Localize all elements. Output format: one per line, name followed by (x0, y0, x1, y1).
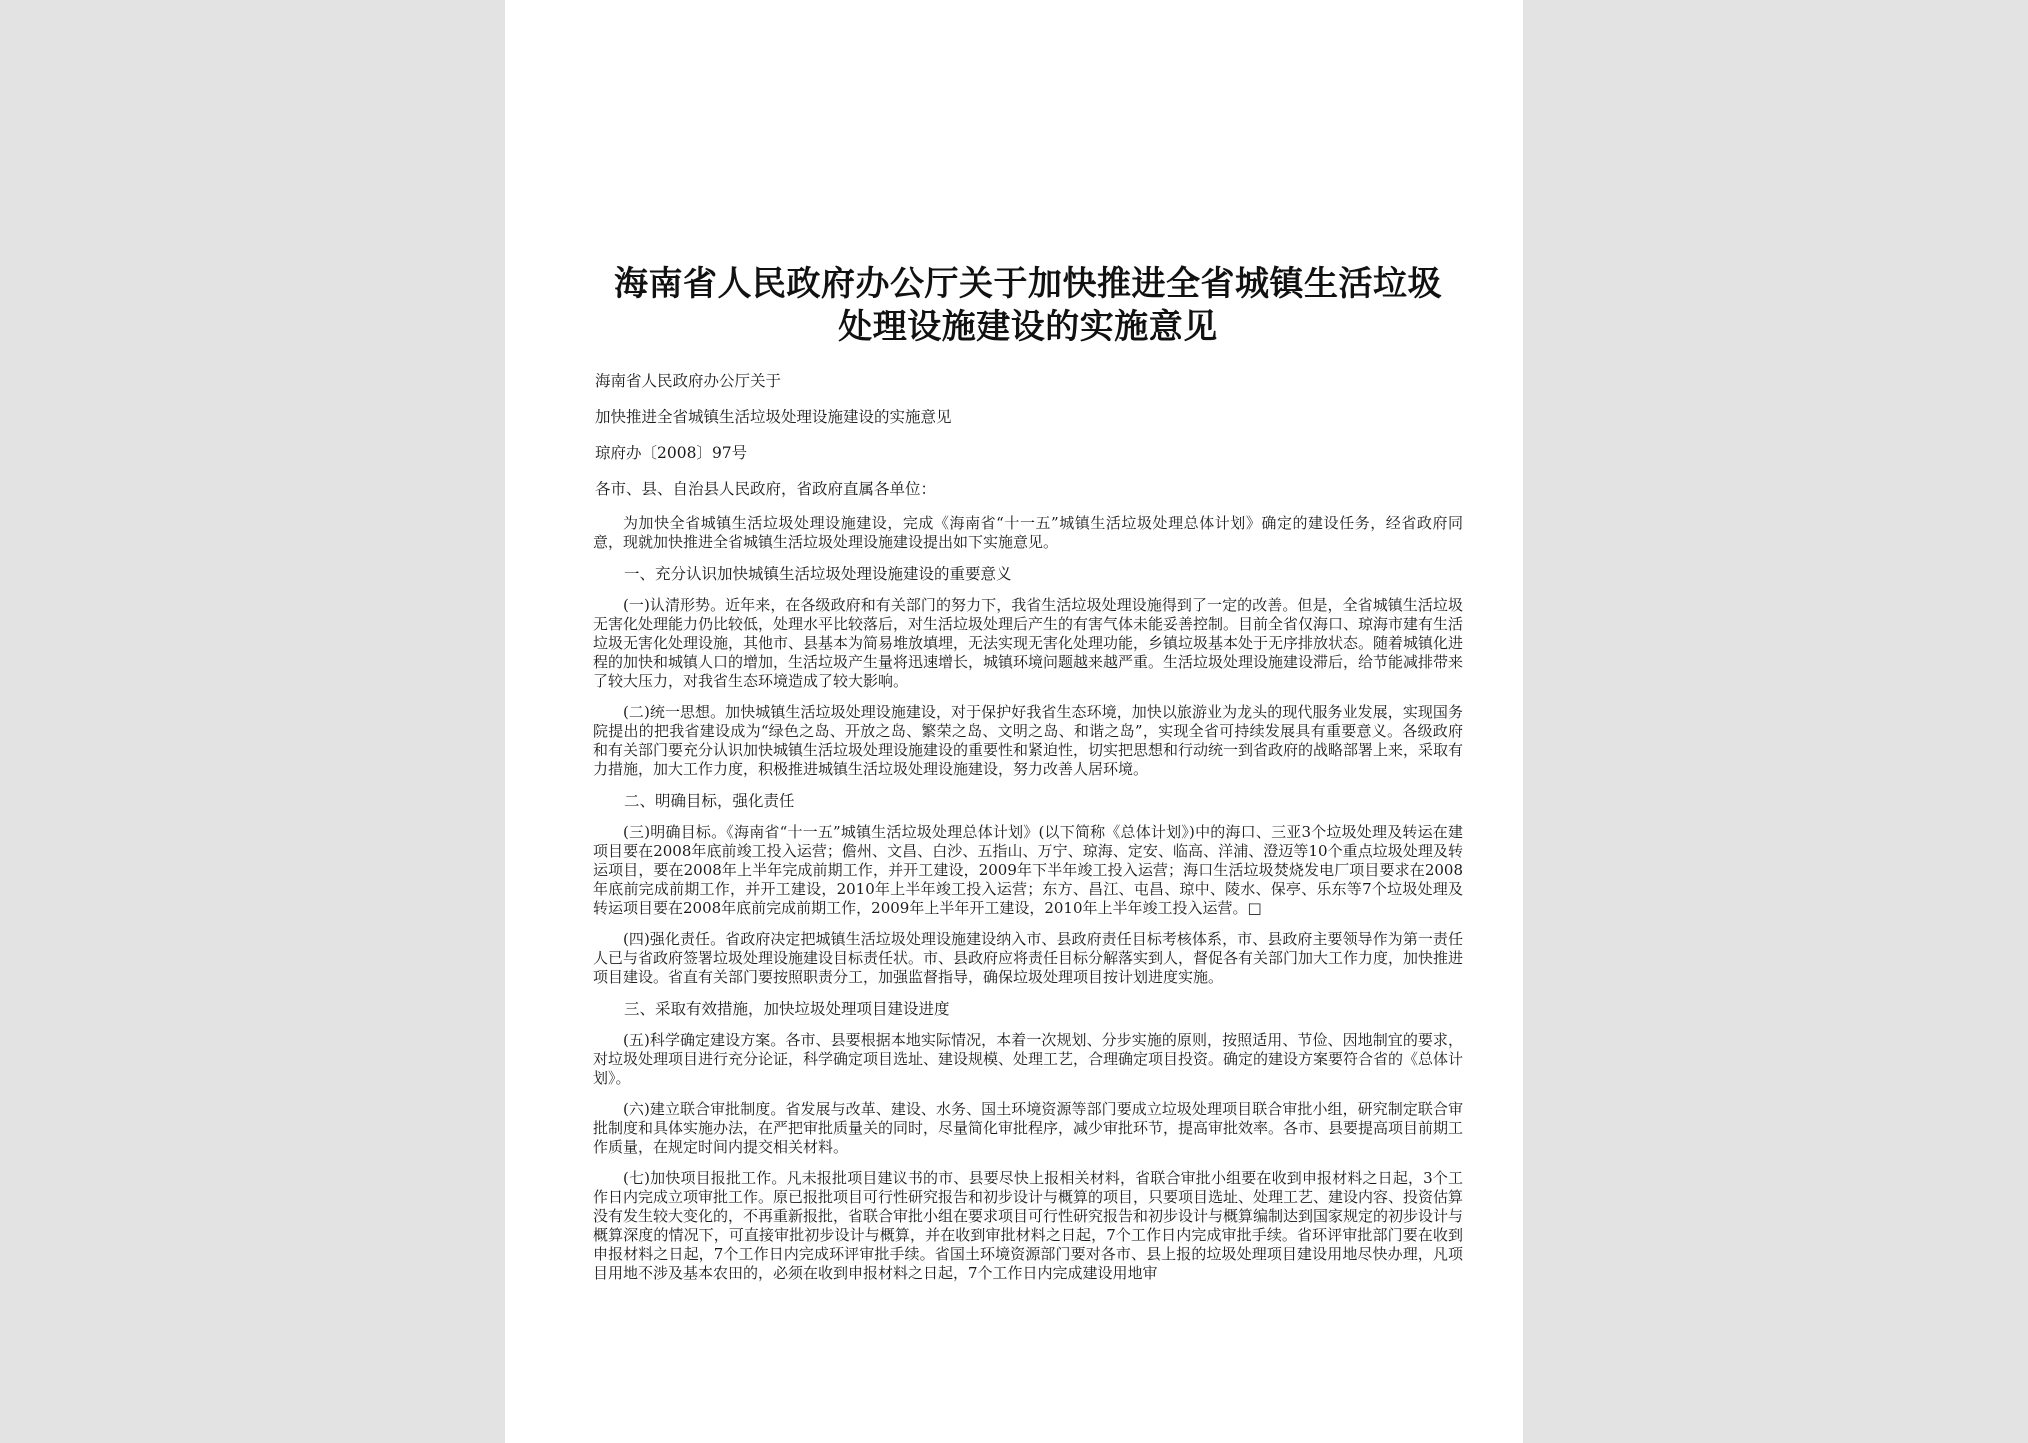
section-1-heading: 一、充分认识加快城镇生活垃圾处理设施建设的重要意义 (624, 565, 1012, 583)
paragraph-1: (一)认清形势。近年来，在各级政府和有关部门的努力下，我省生活垃圾处理设施得到了一定的改善。但是，全省城镇生活垃圾无害化处理能力仍比较低，处理水平比较落后，对生活垃圾处理后产生的有害气体未能妥善控制。目前全省仅海口、琼海市建有生活垃圾无害化处理设施，其他市、县基本为简易堆放填埋，无法实现无害化处理功能，乡镇垃圾基本处于无序排放状态。随着城镇化进程的加快和城镇人口的增加，生活垃圾产生量将迅速增长，城镇环境问题越来越严重。生活垃圾处理设施建设滞后，给节能减排带来了较大压力，对我省生态环境造成了较大影响。 (593, 596, 1464, 690)
paragraph-5: (五)科学确定建设方案。各市、县要根据本地实际情况，本着一次规划、分步实施的原则，按照适用、节俭、因地制宜的要求，对垃圾处理项目进行充分论证，科学确定项目选址、建设规模、处理工艺，合理确定项目投资。确定的建设方案要符合省的《总体计划》。 (593, 1031, 1464, 1087)
document-title (593, 263, 1463, 349)
intro-paragraph: 为加快全省城镇生活垃圾处理设施建设，完成《海南省“十一五”城镇生活垃圾处理总体计划》确定的建设任务，经省政府同意，现就加快推进全省城镇生活垃圾处理设施建设提出如下实施意见。 (593, 514, 1463, 551)
subject-line: 加快推进全省城镇生活垃圾处理设施建设的实施意见 (595, 408, 952, 426)
paragraph-2: (二)统一思想。加快城镇生活垃圾处理设施建设，对于保护好我省生态环境，加快以旅游业为龙头的现代服务业发展，实现国务院提出的把我省建设成为“绿色之岛、开放之岛、繁荣之岛、文明之岛、和谐之岛”，实现全省可持续发展具有重要意义。各级政府和有关部门要充分认识加快城镇生活垃圾处理设施建设的重要性和紧迫性，切实把思想和行动统一到省政府的战略部署上来，采取有力措施，加大工作力度，积极推进城镇生活垃圾处理设施建设，努力改善人居环境。 (593, 703, 1464, 778)
issuer-line: 海南省人民政府办公厅关于 (595, 372, 782, 390)
title-line-1: 海南省人民政府办公厅关于加快推进全省城镇生活垃圾 (614, 264, 1442, 304)
section-2-heading: 二、明确目标，强化责任 (624, 792, 795, 810)
paragraph-7: (七)加快项目报批工作。凡未报批项目建议书的市、县要尽快上报相关材料，省联合审批小组要在收到申报材料之日起，3个工作日内完成立项审批工作。原已报批项目可行性研究报告和初步设计与概算的项目，只要项目选址、处理工艺、建设内容、投资估算没有发生较大变化的，不再重新报批，省联合审批小组在要求项目可行性研究报告和初步设计与概算编制达到国家规定的初步设计与概算深度的情况下，可直接审批初步设计与概算，并在收到审批材料之日起，7个工作日内完成审批手续。省环评审批部门要在收到申报材料之日起，7个工作日内完成环评审批手续。省国土环境资源部门要对各市、县上报的垃圾处理项目建设用地尽快办理，凡项目用地不涉及基本农田的，必须在收到申报材料之日起，7个工作日内完成建设用地审 (593, 1169, 1464, 1282)
paragraph-3: (三)明确目标。《海南省“十一五”城镇生活垃圾处理总体计划》(以下简称《总体计划》)中的海口、三亚3个垃圾处理及转运在建项目要在2008年底前竣工投入运营；儋州、文昌、白沙、五指山、万宁、琼海、定安、临高、洋浦、澄迈等10个重点垃圾处理及转运项目，要在2008年上半年完成前期工作，并开工建设，2009年下半年竣工投入运营；海口生活垃圾焚烧发电厂项目要求在2008年底前完成前期工作，并开工建设，2010年上半年竣工投入运营；东方、昌江、屯昌、琼中、陵水、保亭、乐东等7个垃圾处理及转运项目要在2008年底前完成前期工作，2009年上半年开工建设，2010年上半年竣工投入运营。□ (593, 823, 1463, 917)
document-page (505, 0, 1523, 1443)
paragraph-4: (四)强化责任。省政府决定把城镇生活垃圾处理设施建设纳入市、县政府责任目标考核体系，市、县政府主要领导作为第一责任人已与省政府签署垃圾处理设施建设目标责任状。市、县政府应将责任目标分解落实到人，督促各有关部门加大工作力度，加快推进项目建设。省直有关部门要按照职责分工，加强监督指导，确保垃圾处理项目按计划进度实施。 (593, 930, 1464, 986)
addressee: 各市、县、自治县人民政府，省政府直属各单位： (595, 480, 937, 498)
paragraph-6: (六)建立联合审批制度。省发展与改革、建设、水务、国土环境资源等部门要成立垃圾处理项目联合审批小组，研究制定联合审批制度和具体实施办法，在严把审批质量关的同时，尽量简化审批程序，减少审批环节，提高审批效率。各市、县要提高项目前期工作质量，在规定时间内提交相关材料。 (593, 1100, 1464, 1156)
section-3-heading: 三、采取有效措施，加快垃圾处理项目建设进度 (624, 1000, 950, 1018)
doc-number: 琼府办〔2008〕97号 (595, 444, 748, 462)
title-line-2: 处理设施建设的实施意见 (838, 307, 1218, 347)
